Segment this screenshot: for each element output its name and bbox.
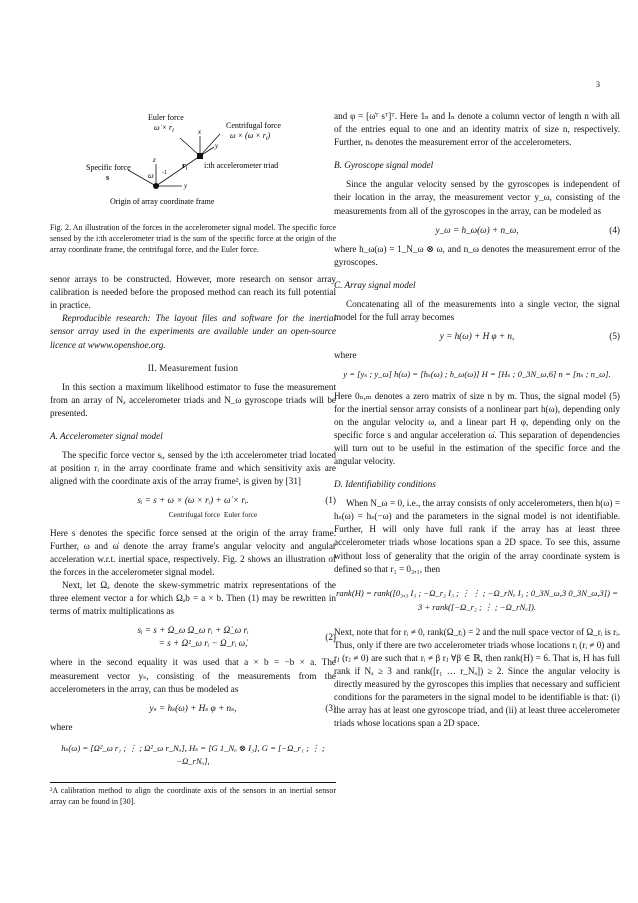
left-column <box>50 104 336 807</box>
equation-rank: rank(H) = rank([0₃,₃ I₃ ; −Ω_r₂ I₃ ; ⋮ ⋮ ; −Ω_rNₐ I₃ ; 0_3N_ω,3 0_3N_ω,3]) = 3 + rank([−Ω_r₂ ; ⋮ ; −Ω_rNₐ]). <box>336 587 618 612</box>
triad-marker <box>197 153 203 159</box>
equation-h: hₛ(ω) = [Ω²_ω r₁ ; ⋮ ; Ω²_ω r_Nₐ], Hₛ = [G 1_Nₐ ⊗ I₃], G = [−Ω_r₁ ; ⋮ ; −Ω_rNₐ], <box>61 742 325 766</box>
equation-1: sᵢ = s + ω × (ω × rᵢ) + ω̇ × rᵢ. (1) <box>137 495 336 506</box>
paragraph: When N_ω = 0, i.e., the array consists of only accelerometers, then h(ω) = hₛ(ω) = hₛ(−ω) and the parameters in the signal model is not identifiable. Further, H will only have full rank if the array has at least three accelerometer triads whose locations span a 2D space. To see this, assume without loss of generality that the origin of the array coordinate system is defined so that r₁ = 0₃,₁, then <box>334 498 620 574</box>
paragraph: Here s denotes the specific force sensed at the origin of the array frame. Further, ω and ω̇ denote the array frame's angular velocity and angular acceleration w.r.t. inertial space, respectively. Fig. 2 shows an illustration of the forces in the accelerometer signal model. <box>50 527 336 577</box>
paragraph: Here 0ₙ,ₘ denotes a zero matrix of size n by m. Thus, the signal model (5) for the inertial sensor array consists of a nonlinear part h(ω), depending only on the angular velocity ω, and a linear part H φ, depending only on the specific force s and angular acceleration ω̇. This separation of dependencies will turn out to be useful in the estimation of the specific force and the angular velocity. <box>334 390 620 466</box>
subsection-heading: D. Identifiability conditions <box>334 479 436 490</box>
figure-forces-diagram <box>50 104 336 214</box>
ri-label: $r_i$ <box>182 161 188 172</box>
equation-5: y = h(ω) + H φ + n, (5) <box>439 331 620 342</box>
paragraph: where h_ω(ω) = 1_N_ω ⊗ ω, and n_ω denotes the measurement error of the gyroscopes. <box>334 243 620 267</box>
paragraph-reproducible: Reproducible research: The layout files and software for the inertial sensor array used in the experiments are available under an open-source licence at wwww.openshoe.org. <box>50 313 336 350</box>
equation-matrices: y = [yₛ ; y_ω] h(ω) = [hₛ(ω) ; h_ω(ω)] H = [Hₛ ; 0_3N_ω,6] n = [nₛ ; n_ω]. <box>343 369 611 380</box>
subsection-heading: B. Gyroscope signal model <box>334 160 434 171</box>
right-column <box>334 110 620 730</box>
equation-3: yₛ = hₛ(ω) + Hₛ φ + nₛ, (3) <box>149 702 336 713</box>
paragraph: In this section a maximum likelihood estimator to fuse the measurement from an array of Nₐ accelerometer triads and N_ω gyroscope triads will be presented. <box>50 381 336 418</box>
origin-label: Origin of array coordinate frame <box>110 197 215 206</box>
paragraph: senor arrays to be constructed. However, more research on sensor array calibration is needed before the proposed method can reach its full potential in practice. <box>50 274 336 311</box>
origin-marker <box>153 183 159 189</box>
specific-force-label: Specific force <box>86 163 131 172</box>
page-number: 3 <box>596 80 600 89</box>
subsection-heading: C. Array signal model <box>334 279 416 290</box>
paragraph: The specific force vector sᵢ, sensed by the i:th accelerometer triad located at position rᵢ in the array coordinate frame and which sensitivity axis are aligned with the coordinate axis of the array frame², is given by [31] <box>50 450 336 487</box>
triad-y-label: y <box>215 142 219 150</box>
triad-x-label: x <box>198 128 202 136</box>
equation-1-underbrace: Centrifugal force Euler force <box>168 509 258 519</box>
euler-label: Euler force <box>148 113 184 122</box>
origin-y-label: y <box>184 182 188 190</box>
section-heading: II. Measurement fusion <box>147 362 239 373</box>
equation-4: y_ω = h_ω(ω) + n_ω, (4) <box>435 224 620 235</box>
centrifugal-label: Centrifugal force <box>226 121 281 130</box>
where-text: where <box>50 721 73 732</box>
equation-2: sᵢ = s + Ω_ω Ω_ω rᵢ + Ω̇_ω rᵢ = s + Ω²_ω rᵢ − Ω_rᵢ ω̇, (2) <box>137 625 336 649</box>
paragraph: Since the angular velocity sensed by the gyroscopes is independent of their location in the array, the measurement vector y_ω, consisting of the measurements from all of the gyroscopes in the array, can be modeled as <box>334 179 620 216</box>
omega-label: ω <box>148 171 154 180</box>
figure-caption: Fig. 2. An illustration of the forces in the accelerometer signal model. The specific force sensed by the i:th accelerometer triad is the sum of the specific force at the origin of the array coordinate frame, the centrifugal force, and the Euler force. <box>50 223 336 255</box>
specific-s-label: s <box>106 173 110 182</box>
centrifugal-expr: $\omega \times (\omega \times r_i)$ <box>230 131 271 142</box>
paragraph: and φ = [ω̇ᵀ sᵀ]ᵀ. Here 1ₙ and Iₙ denote a column vector of length n with all of the entries equal to one and an identity matrix of size n, respectively. Further, nₛ denotes the measurement error of the accelerometers. <box>334 111 620 148</box>
subsection-heading: A. Accelerometer signal model <box>50 431 163 442</box>
euler-expr: ω̇ × $r_i$ <box>154 123 174 134</box>
paragraph: Concatenating all of the measurements into a single vector, the signal model for the full array becomes <box>334 299 620 323</box>
paragraph: Next, note that for rᵢ ≠ 0, rank(Ω_rᵢ) = 2 and the null space vector of Ω_rᵢ is rᵢ. Thus, only if there are two accelerometer triads whose locations rᵢ (rᵢ ≠ 0) and rⱼ (rⱼ ≠ 0) are such that rᵢ ≠ β rⱼ ∀β ∈ ℝ, then rank(H) = 6. That is, H has full rank if Nₐ ≥ 3 and rank([r₁ … r_Nₐ]) ≥ 2. Since the angular velocity is directly measured by the gyroscopes this implies that necessary and sufficient conditions for the parameters in the signal model to be identifiable is that: (i) the array has at least one gyroscope triad, and (ii) at least three accelerometer triads whose locations span a 2D space. <box>334 626 620 729</box>
paragraph: Next, let Ωₐ denote the skew-symmetric matrix representations of the three element vector a for which Ωₐb = a × b. Then (1) may be rewritten in terms of matrix multiplications as <box>50 579 336 617</box>
paragraph: where in the second equality it was used that a × b = −b × a. The measurement vector yₛ, consisting of the measurements from the accelerometers in the array, can thus be modeled as <box>50 657 336 694</box>
triad-label: i:th accelerometer triad <box>204 161 279 170</box>
where-text: where <box>334 350 357 361</box>
footnote: ²A calibration method to align the coordinate axis of the sensors in an inertial sensor array can be found in [30]. <box>50 782 336 807</box>
minus1-label: -1 <box>162 170 167 176</box>
origin-z-label: z <box>153 156 156 164</box>
